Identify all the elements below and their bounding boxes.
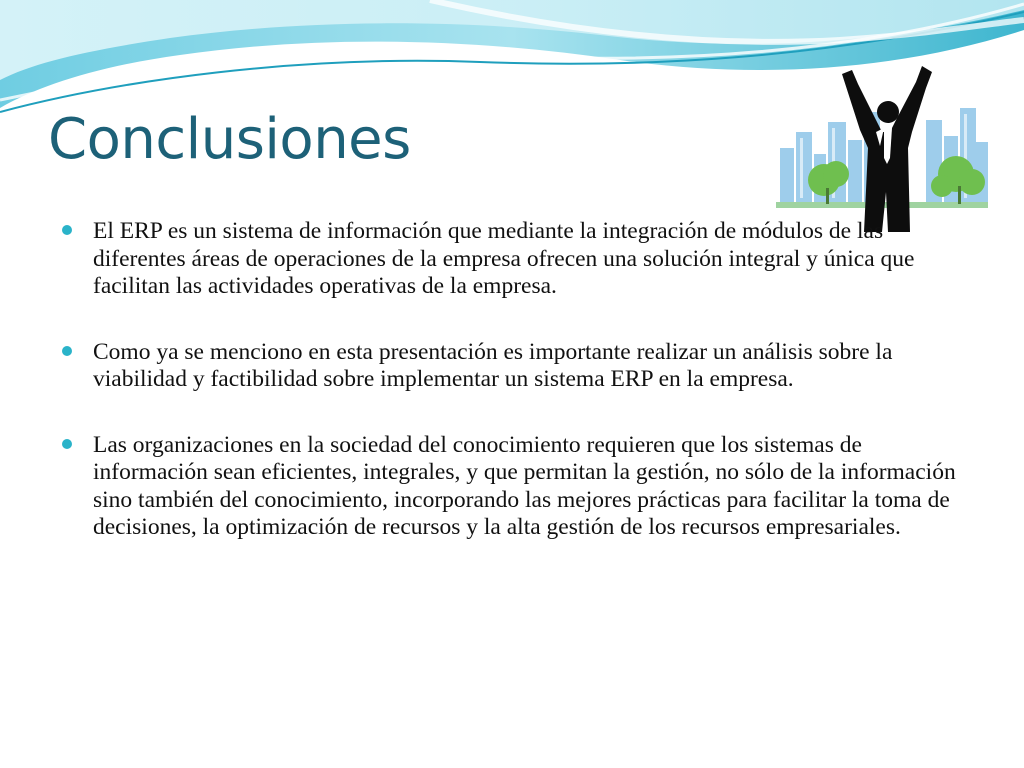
businessman-city-icon: [776, 62, 988, 234]
slide-title: Conclusiones: [48, 107, 411, 172]
bullet-text: Las organizaciones en la sociedad del conocimiento requieren que los sistemas de información sean eficientes, integrales, y que permitan la gestión, no sólo de la información sino también del conocimiento, incorporando las mejores prácticas para facilitar la toma de decisiones, la optimización de recursos y la alta gestión de los recursos empresariales.: [93, 431, 956, 540]
bullet-icon: [62, 439, 72, 449]
list-item: [62, 339, 962, 394]
bullet-icon: [62, 346, 72, 356]
bullet-text: Como ya se menciono en esta presentación es importante realizar un análisis sobre la viabilidad y factibilidad sobre implementar un sistema ERP en la empresa.: [93, 338, 893, 392]
bullet-icon: [62, 225, 72, 235]
bullet-text: El ERP es un sistema de información que mediante la integración de módulos de las diferentes áreas de operaciones de la empresa ofrecen una solución integral y única que facilitan las actividades operativas de la empresa.: [93, 218, 915, 299]
bullet-list: [62, 218, 962, 580]
list-item: [62, 218, 962, 301]
list-item: [62, 432, 962, 542]
